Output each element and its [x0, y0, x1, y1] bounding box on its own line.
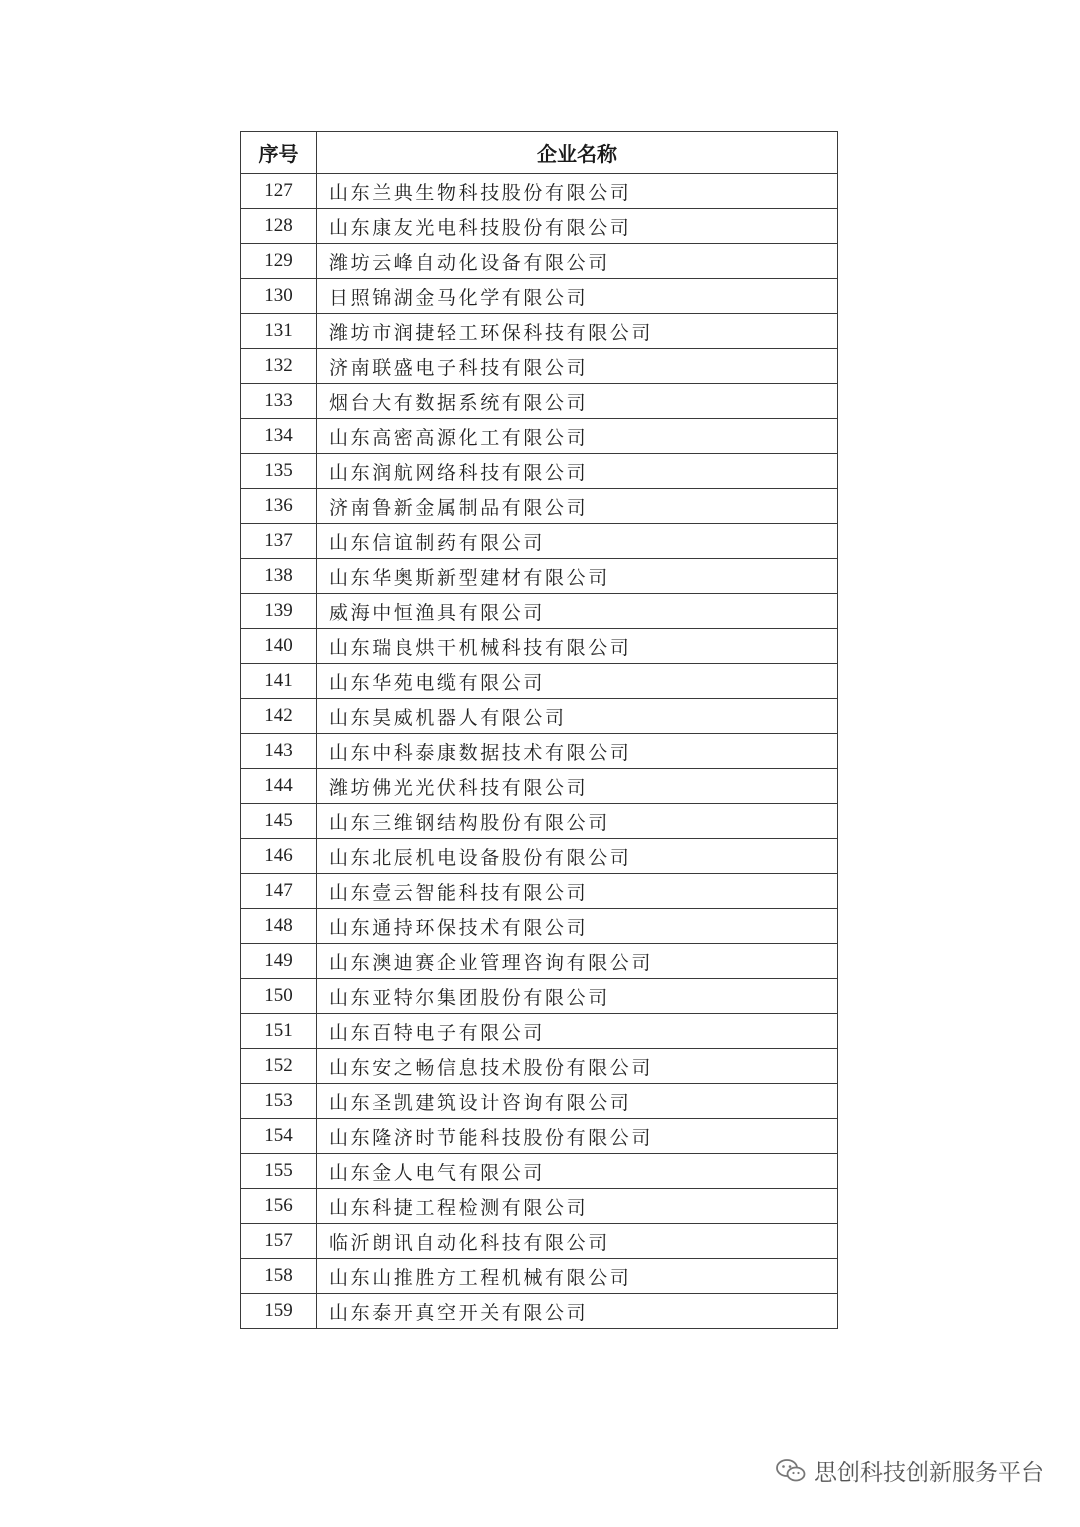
table-row [241, 1189, 838, 1224]
company-name-cell: 山东华奥斯新型建材有限公司 [317, 559, 838, 594]
wechat-icon [776, 1458, 806, 1484]
serial-number-cell: 128 [241, 209, 317, 244]
table-row [241, 559, 838, 594]
company-name-cell: 山东华苑电缆有限公司 [317, 664, 838, 699]
table-body [241, 174, 838, 1329]
serial-number-cell: 159 [241, 1294, 317, 1329]
company-name-cell: 威海中恒渔具有限公司 [317, 594, 838, 629]
table-row [241, 349, 838, 384]
table-row [241, 1154, 838, 1189]
company-name-cell: 山东隆济时节能科技股份有限公司 [317, 1119, 838, 1154]
table-row [241, 909, 838, 944]
table-row [241, 244, 838, 279]
table-row [241, 664, 838, 699]
table-header-row [241, 132, 838, 174]
company-name-cell: 山东高密高源化工有限公司 [317, 419, 838, 454]
table-row [241, 979, 838, 1014]
company-name-cell: 山东康友光电科技股份有限公司 [317, 209, 838, 244]
company-name-cell: 山东圣凯建筑设计咨询有限公司 [317, 1084, 838, 1119]
table-row [241, 804, 838, 839]
company-name-cell: 山东昊威机器人有限公司 [317, 699, 838, 734]
table-row [241, 1049, 838, 1084]
table-row [241, 1014, 838, 1049]
company-name-cell: 潍坊佛光光伏科技有限公司 [317, 769, 838, 804]
serial-number-cell: 158 [241, 1259, 317, 1294]
table-row [241, 1084, 838, 1119]
table-row [241, 279, 838, 314]
table-row [241, 629, 838, 664]
serial-number-cell: 145 [241, 804, 317, 839]
table-row [241, 769, 838, 804]
company-name-cell: 山东安之畅信息技术股份有限公司 [317, 1049, 838, 1084]
serial-number-cell: 132 [241, 349, 317, 384]
table-row [241, 454, 838, 489]
company-name-cell: 日照锦湖金马化学有限公司 [317, 279, 838, 314]
company-name-cell: 山东三维钢结构股份有限公司 [317, 804, 838, 839]
serial-number-cell: 148 [241, 909, 317, 944]
table-row [241, 874, 838, 909]
table-row [241, 1119, 838, 1154]
serial-number-cell: 143 [241, 734, 317, 769]
serial-number-cell: 146 [241, 839, 317, 874]
table-row [241, 944, 838, 979]
company-name-cell: 山东山推胜方工程机械有限公司 [317, 1259, 838, 1294]
company-name-cell: 山东泰开真空开关有限公司 [317, 1294, 838, 1329]
serial-number-cell: 131 [241, 314, 317, 349]
header-serial-number: 序号 [241, 132, 317, 174]
serial-number-cell: 140 [241, 629, 317, 664]
company-name-cell: 山东北辰机电设备股份有限公司 [317, 839, 838, 874]
company-name-cell: 山东信谊制药有限公司 [317, 524, 838, 559]
company-name-cell: 济南鲁新金属制品有限公司 [317, 489, 838, 524]
company-name-cell: 山东澳迪赛企业管理咨询有限公司 [317, 944, 838, 979]
serial-number-cell: 129 [241, 244, 317, 279]
serial-number-cell: 157 [241, 1224, 317, 1259]
serial-number-cell: 142 [241, 699, 317, 734]
serial-number-cell: 156 [241, 1189, 317, 1224]
watermark-text: 思创科技创新服务平台 [814, 1460, 1044, 1486]
company-name-cell: 山东百特电子有限公司 [317, 1014, 838, 1049]
table-row [241, 734, 838, 769]
table-row [241, 839, 838, 874]
serial-number-cell: 133 [241, 384, 317, 419]
serial-number-cell: 152 [241, 1049, 317, 1084]
company-name-cell: 潍坊市润捷轻工环保科技有限公司 [317, 314, 838, 349]
company-name-cell: 山东兰典生物科技股份有限公司 [317, 174, 838, 209]
serial-number-cell: 149 [241, 944, 317, 979]
serial-number-cell: 138 [241, 559, 317, 594]
serial-number-cell: 137 [241, 524, 317, 559]
serial-number-cell: 144 [241, 769, 317, 804]
serial-number-cell: 141 [241, 664, 317, 699]
company-name-cell: 济南联盛电子科技有限公司 [317, 349, 838, 384]
serial-number-cell: 147 [241, 874, 317, 909]
company-name-cell: 临沂朗讯自动化科技有限公司 [317, 1224, 838, 1259]
table-row [241, 489, 838, 524]
company-name-cell: 山东通持环保技术有限公司 [317, 909, 838, 944]
table-row [241, 1259, 838, 1294]
company-name-cell: 山东润航网络科技有限公司 [317, 454, 838, 489]
company-name-cell: 烟台大有数据系统有限公司 [317, 384, 838, 419]
table-row [241, 384, 838, 419]
table-row [241, 524, 838, 559]
watermark-footer [776, 1454, 1044, 1487]
table-row [241, 1224, 838, 1259]
table-row [241, 174, 838, 209]
table-row [241, 314, 838, 349]
table-row [241, 1294, 838, 1329]
table-row [241, 699, 838, 734]
serial-number-cell: 134 [241, 419, 317, 454]
serial-number-cell: 130 [241, 279, 317, 314]
table-row [241, 419, 838, 454]
company-name-cell: 山东中科泰康数据技术有限公司 [317, 734, 838, 769]
serial-number-cell: 150 [241, 979, 317, 1014]
company-name-cell: 山东金人电气有限公司 [317, 1154, 838, 1189]
serial-number-cell: 154 [241, 1119, 317, 1154]
company-name-cell: 山东亚特尔集团股份有限公司 [317, 979, 838, 1014]
company-name-cell: 潍坊云峰自动化设备有限公司 [317, 244, 838, 279]
serial-number-cell: 151 [241, 1014, 317, 1049]
table-row [241, 594, 838, 629]
company-name-cell: 山东科捷工程检测有限公司 [317, 1189, 838, 1224]
serial-number-cell: 139 [241, 594, 317, 629]
serial-number-cell: 127 [241, 174, 317, 209]
serial-number-cell: 135 [241, 454, 317, 489]
serial-number-cell: 136 [241, 489, 317, 524]
company-name-cell: 山东瑞良烘干机械科技有限公司 [317, 629, 838, 664]
table-row [241, 209, 838, 244]
serial-number-cell: 155 [241, 1154, 317, 1189]
header-company-name: 企业名称 [317, 132, 838, 174]
serial-number-cell: 153 [241, 1084, 317, 1119]
company-list-table [240, 131, 838, 1329]
company-name-cell: 山东壹云智能科技有限公司 [317, 874, 838, 909]
